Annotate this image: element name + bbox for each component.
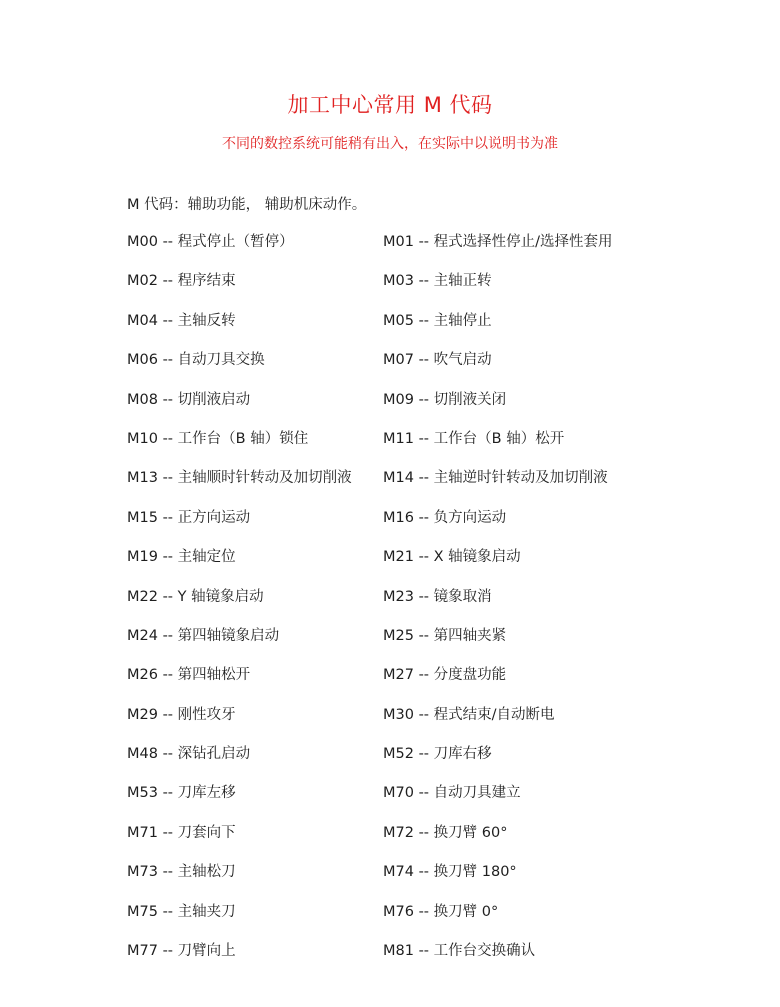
code-row [0, 585, 780, 624]
code-entry-left: M73 -- 主轴松刀 [127, 864, 236, 881]
code-row [0, 388, 780, 427]
code-entry-right: M09 -- 切削液关闭 [383, 391, 507, 408]
code-row [0, 624, 780, 663]
code-entry-left: M75 -- 主轴夹刀 [127, 903, 236, 920]
code-entry-right: M23 -- 镜象取消 [383, 588, 492, 605]
m-code-list [0, 230, 780, 978]
code-row [0, 663, 780, 702]
code-row [0, 506, 780, 545]
code-row [0, 742, 780, 781]
code-entry-right: M27 -- 分度盘功能 [383, 667, 507, 684]
code-row [0, 348, 780, 387]
code-row [0, 545, 780, 584]
code-entry-right: M05 -- 主轴停止 [383, 312, 492, 329]
code-entry-left: M29 -- 刚性攻牙 [127, 706, 236, 723]
code-entry-right: M14 -- 主轴逆时针转动及加切削液 [383, 470, 608, 487]
code-entry-right: M72 -- 换刀臂 60° [383, 824, 508, 841]
code-entry-right: M76 -- 换刀臂 0° [383, 903, 499, 920]
code-row [0, 427, 780, 466]
code-row [0, 900, 780, 939]
intro-text: M 代码：辅助功能， 辅助机床动作。 [127, 197, 367, 213]
code-entry-left: M06 -- 自动刀具交换 [127, 352, 265, 369]
code-row [0, 703, 780, 742]
code-row [0, 939, 780, 978]
code-row [0, 860, 780, 899]
code-entry-left: M26 -- 第四轴松开 [127, 667, 251, 684]
code-row [0, 781, 780, 820]
code-entry-right: M16 -- 负方向运动 [383, 509, 507, 526]
code-entry-left: M04 -- 主轴反转 [127, 312, 236, 329]
code-entry-left: M24 -- 第四轴镜象启动 [127, 627, 280, 644]
code-entry-left: M00 -- 程式停止（暂停） [127, 234, 294, 250]
code-row [0, 309, 780, 348]
document-title: 加工中心常用 M 代码 [287, 93, 493, 117]
code-entry-right: M11 -- 工作台（B 轴）松开 [383, 430, 565, 447]
code-entry-left: M48 -- 深钻孔启动 [127, 746, 251, 763]
code-entry-left: M15 -- 正方向运动 [127, 509, 251, 526]
code-row [0, 821, 780, 860]
code-entry-right: M01 -- 程式选择性停止/选择性套用 [383, 234, 613, 250]
code-entry-right: M52 -- 刀库右移 [383, 746, 492, 763]
code-entry-left: M71 -- 刀套向下 [127, 824, 236, 841]
code-entry-right: M07 -- 吹气启动 [383, 352, 492, 369]
code-row [0, 230, 780, 269]
code-entry-left: M53 -- 刀库左移 [127, 785, 236, 802]
code-entry-right: M70 -- 自动刀具建立 [383, 785, 521, 802]
code-entry-right: M74 -- 换刀臂 180° [383, 864, 517, 881]
code-entry-right: M21 -- X 轴镜象启动 [383, 549, 521, 566]
code-row [0, 269, 780, 308]
code-entry-right: M25 -- 第四轴夹紧 [383, 627, 507, 644]
document-subtitle: 不同的数控系统可能稍有出入，在实际中以说明书为准 [222, 136, 558, 152]
code-entry-right: M30 -- 程式结束/自动断电 [383, 706, 555, 723]
code-entry-right: M03 -- 主轴正转 [383, 273, 492, 290]
code-entry-left: M19 -- 主轴定位 [127, 549, 236, 566]
code-entry-left: M13 -- 主轴顺时针转动及加切削液 [127, 470, 352, 487]
code-entry-right: M81 -- 工作台交换确认 [383, 943, 536, 960]
code-row [0, 466, 780, 505]
code-entry-left: M10 -- 工作台（B 轴）锁住 [127, 430, 309, 447]
code-entry-left: M22 -- Y 轴镜象启动 [127, 588, 264, 605]
code-entry-left: M08 -- 切削液启动 [127, 391, 251, 408]
code-entry-left: M77 -- 刀臂向上 [127, 943, 236, 960]
code-entry-left: M02 -- 程序结束 [127, 273, 236, 290]
